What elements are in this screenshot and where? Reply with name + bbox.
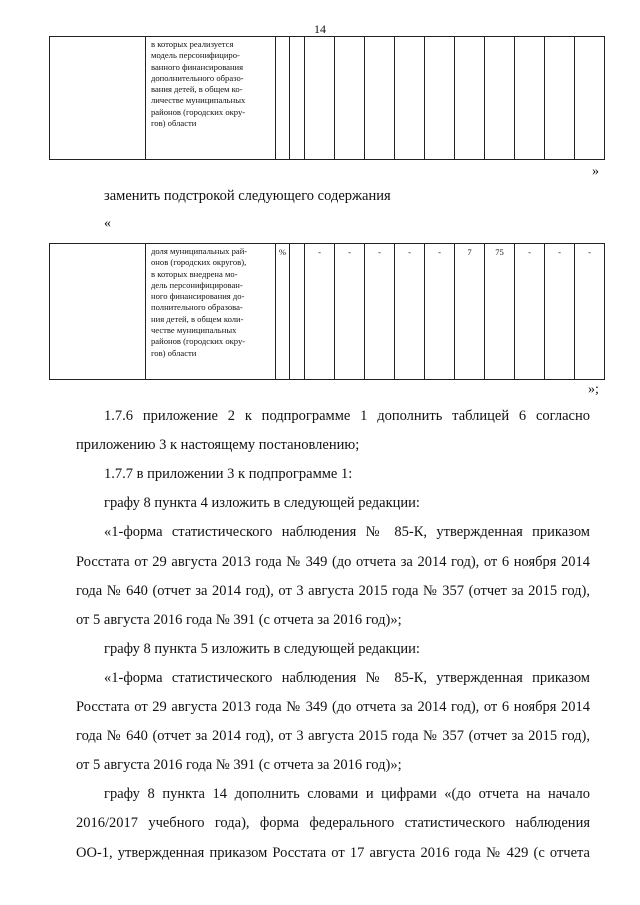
paragraph-line: 1.7.7 в приложении 3 к подпрограмме 1: (104, 466, 353, 483)
table-cell (575, 37, 605, 160)
description-line: честве муниципальных (151, 325, 237, 336)
paragraph-line: 2016/2017 учебного года), форма федерального статистического наблюдения (76, 815, 590, 832)
description-line: ного финансирования до- (151, 291, 245, 302)
table2-value: - (305, 244, 335, 380)
table2-value: - (395, 244, 425, 380)
closing-quote: »; (588, 382, 599, 397)
table2-value: - (545, 244, 575, 380)
table-cell (455, 37, 485, 160)
table-cell (276, 37, 290, 160)
table-cell (425, 37, 455, 160)
description-line: гов) области (151, 347, 197, 358)
description-line: в которых внедрена мо- (151, 268, 238, 279)
description-line: районов (городских окру- (151, 336, 246, 347)
table-cell (290, 37, 305, 160)
table2-unit: % (276, 244, 290, 380)
table-fragment-1 (49, 36, 605, 160)
description-line: ния детей, в общем коли- (151, 313, 244, 324)
opening-quote: « (104, 216, 111, 231)
paragraph-line: от 5 августа 2016 года № 391 (с отчета за 2016 год)»; (76, 757, 402, 774)
table2-value: - (575, 244, 605, 380)
table-cell (545, 37, 575, 160)
paragraph-line: года № 640 (отчет за 2014 год), от 3 августа 2015 года № 357 (отчет за 2015 год), (76, 582, 590, 599)
description-line: дель персонифицирован- (151, 279, 243, 290)
paragraph-line: «1-форма статистического наблюдения № 85-К, утвержденная приказом (104, 524, 590, 541)
paragraph-line: Росстата от 29 августа 2013 года № 349 (до отчета за 2014 год), от 6 ноября 2014 (76, 553, 590, 570)
description-line: в которых реализуется (151, 39, 234, 49)
table2-value: - (335, 244, 365, 380)
table-cell (305, 37, 335, 160)
table-cell (485, 37, 515, 160)
paragraph-line: графу 8 пункта 14 дополнить словами и цифрами «(до отчета на начало (104, 786, 590, 803)
table-cell (50, 244, 146, 380)
description-line: модель персонифициро- (151, 50, 240, 61)
description-line: онов (городских округов), (151, 257, 247, 268)
table-cell (50, 37, 146, 160)
table-cell (365, 37, 395, 160)
table2-value: - (365, 244, 395, 380)
paragraph-line: года № 640 (отчет за 2014 год), от 3 августа 2015 года № 357 (отчет за 2015 год), (76, 728, 590, 745)
table-cell (515, 37, 545, 160)
description-line: доля муниципальных рай- (151, 246, 248, 256)
paragraph-line: Росстата от 29 августа 2013 года № 349 (до отчета за 2014 год), от 6 ноября 2014 (76, 699, 590, 715)
description-line: личестве муниципальных (151, 95, 246, 106)
table-fragment-2 (49, 243, 605, 380)
paragraph-line: от 5 августа 2016 года № 391 (с отчета за 2016 год)»; (76, 611, 402, 628)
table-cell (290, 244, 305, 380)
description-line: районов (городских окру- (151, 106, 246, 117)
table2-value: 75 (485, 244, 515, 380)
table2-value: 7 (455, 244, 485, 380)
table2-description (146, 244, 276, 380)
paragraph-line: графу 8 пункта 5 изложить в следующей редакции: (104, 640, 420, 657)
paragraph-line: графу 8 пункта 4 изложить в следующей редакции: (104, 495, 420, 512)
replace-instruction: заменить подстрокой следующего содержания (104, 188, 391, 204)
page-number: 14 (314, 22, 326, 36)
table2-value: - (515, 244, 545, 380)
description-line: ванного финансирования (151, 61, 244, 72)
table-cell (335, 37, 365, 160)
closing-quote: » (592, 164, 599, 179)
table-cell (395, 37, 425, 160)
paragraph-line: приложению 3 к настоящему постановлению; (76, 437, 360, 454)
description-line: гов) области (151, 118, 197, 129)
description-line: дополнительного образо- (151, 72, 244, 83)
paragraph-line: ОО-1, утвержденная приказом Росстата от 17 августа 2016 года № 429 (с отчета (76, 844, 590, 861)
table1-description (146, 37, 276, 160)
table2-value: - (425, 244, 455, 380)
description-line: вания детей, в общем ко- (151, 84, 243, 95)
description-line: полнительного образова- (151, 302, 243, 313)
paragraph-line: 1.7.6 приложение 2 к подпрограмме 1 дополнить таблицей 6 согласно (104, 408, 590, 424)
paragraph-line: «1-форма статистического наблюдения № 85-К, утвержденная приказом (104, 669, 590, 686)
